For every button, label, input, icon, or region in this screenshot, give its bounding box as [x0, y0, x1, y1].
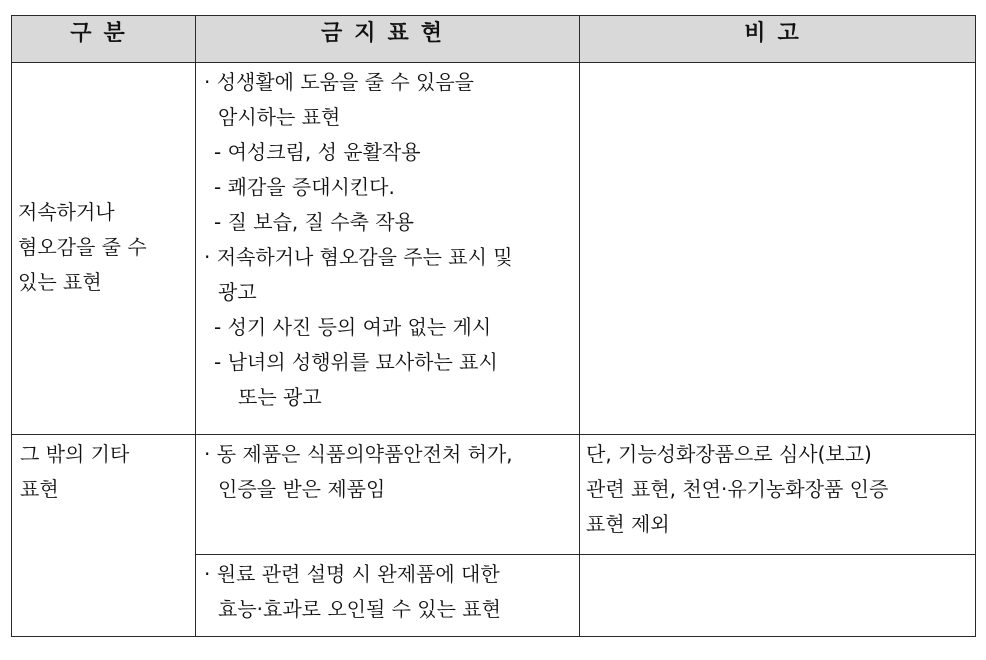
bullet-item-continued: 광고	[218, 280, 257, 304]
category-cell	[12, 63, 196, 435]
dash-item: - 여성크림, 성 윤활작용	[214, 140, 421, 164]
dash-item: - 질 보습, 질 수축 작용	[214, 210, 414, 234]
category-line: 그 밖의 기타	[20, 442, 130, 466]
header-category: 구분	[12, 16, 196, 63]
remarks-line: 단, 기능성화장품으로 심사(보고)	[586, 442, 872, 466]
bullet-item-continued: 암시하는 표현	[218, 105, 341, 129]
dash-item: - 쾌감을 증대시킨다.	[214, 175, 395, 199]
category-line: 혐오감을 줄 수	[18, 235, 147, 259]
prohibited-expressions-table	[11, 15, 976, 637]
bullet-item: · 저속하거나 혐오감을 주는 표시 및	[204, 245, 513, 269]
remarks-line: 관련 표현, 천연·유기농화장품 인증	[586, 477, 889, 501]
bullet-item: · 동 제품은 식품의약품안전처 허가,	[204, 442, 513, 466]
bullet-item: · 원료 관련 설명 시 완제품에 대한	[204, 562, 500, 586]
table-row	[12, 63, 976, 435]
dash-item: - 성기 사진 등의 여과 없는 게시	[214, 315, 492, 339]
prohibited-cell	[196, 555, 580, 637]
category-cell	[12, 435, 196, 637]
bullet-item: · 성생활에 도움을 줄 수 있음을	[204, 70, 474, 94]
category-line: 있는 표현	[18, 270, 102, 294]
prohibited-cell	[196, 435, 580, 555]
table-header-row	[12, 16, 976, 63]
bullet-item-continued: 인증을 받은 제품임	[218, 477, 386, 501]
remarks-line: 표현 제외	[586, 512, 670, 536]
prohibited-cell	[196, 63, 580, 435]
dash-item-continued: 또는 광고	[238, 385, 322, 409]
header-remarks: 비고	[580, 16, 976, 63]
remarks-cell	[580, 555, 976, 637]
category-line: 저속하거나	[18, 200, 115, 224]
category-line: 표현	[20, 477, 59, 501]
remarks-cell	[580, 63, 976, 435]
table-row	[12, 435, 976, 555]
dash-item: - 남녀의 성행위를 묘사하는 표시	[214, 350, 498, 374]
header-prohibited-expression: 금지표현	[196, 16, 580, 63]
remarks-cell	[580, 435, 976, 555]
bullet-item-continued: 효능·효과로 오인될 수 있는 표현	[218, 597, 501, 621]
